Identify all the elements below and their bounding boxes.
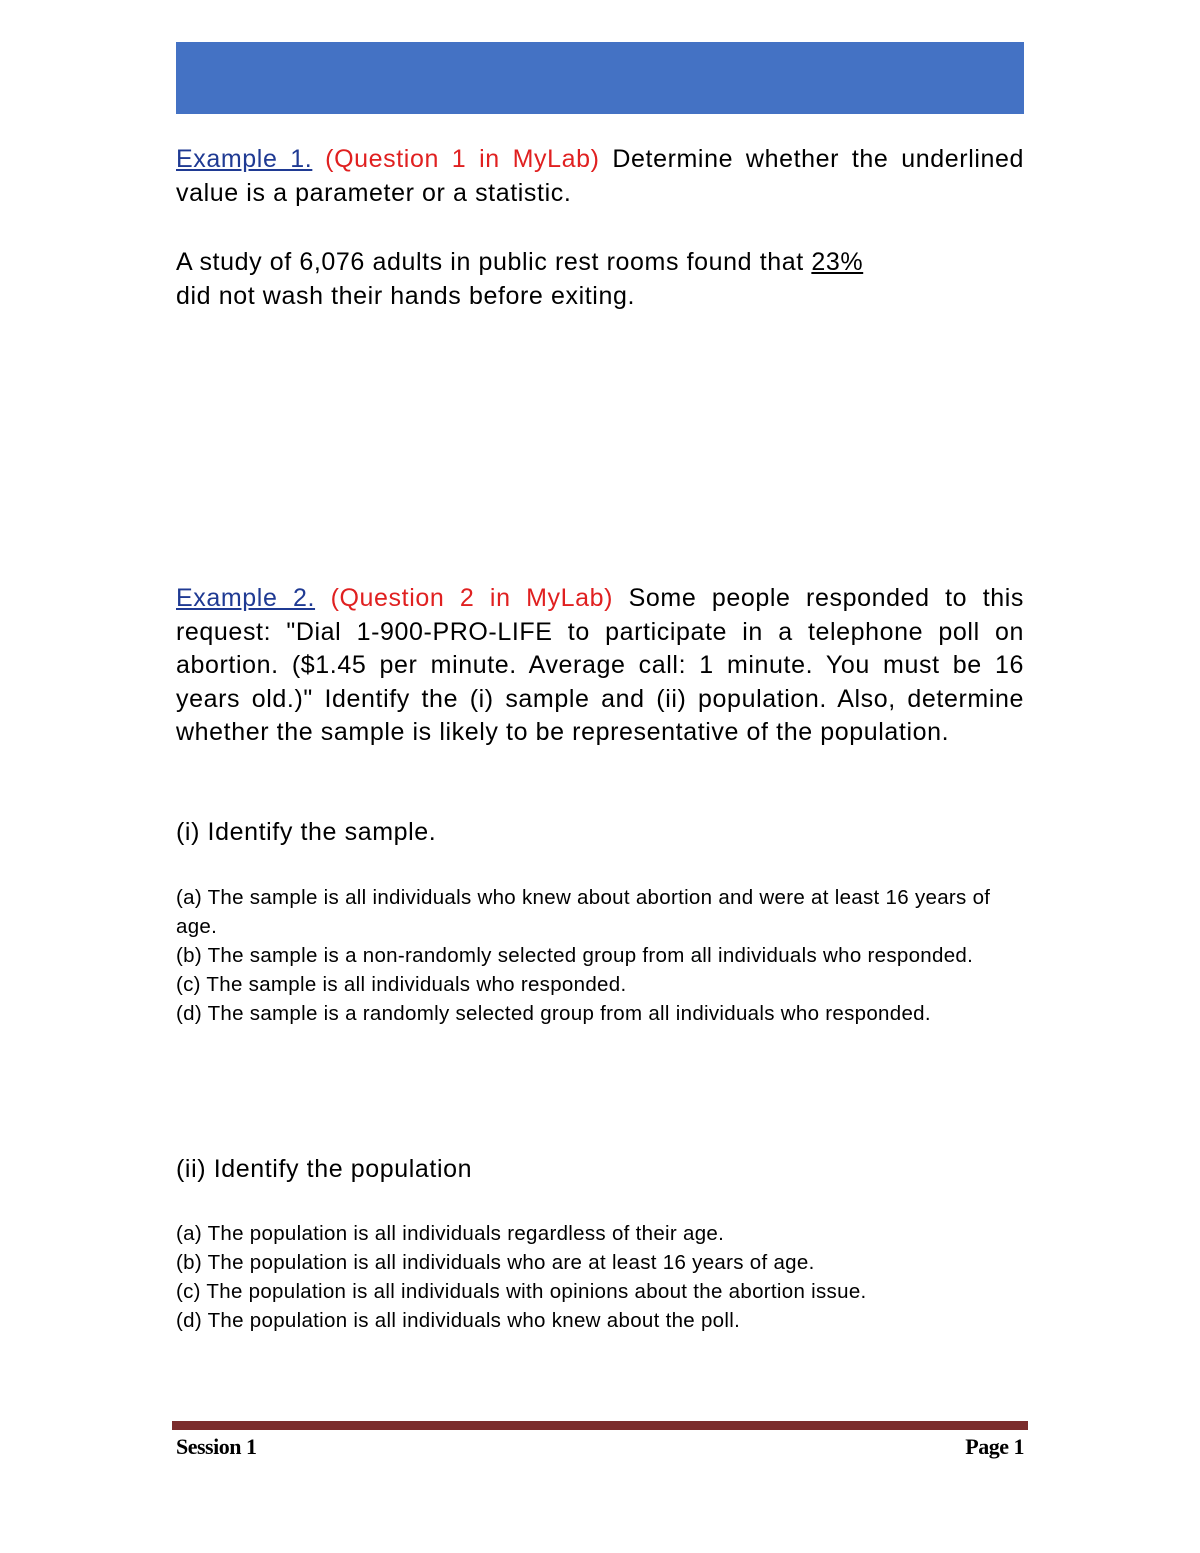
footer-session: Session 1 — [176, 1434, 257, 1459]
example-1-label: Example 1. — [176, 145, 313, 173]
example-2-label: Example 2. — [176, 584, 316, 612]
footer-page-number: Page 1 — [965, 1434, 1024, 1459]
example-2-question-ref: (Question 2 in MyLab) — [330, 584, 614, 612]
footer-rule — [172, 1421, 1028, 1430]
part-1-heading: (i) Identify the sample. — [176, 818, 437, 846]
study-text-post: did not wash their hands before exiting. — [176, 281, 635, 310]
underlined-value: 23% — [811, 248, 864, 276]
example-1-prompt — [176, 143, 1024, 210]
option-c: (c) The sample is all individuals who responded. — [176, 973, 627, 996]
option-b: (b) The population is all individuals who are at least 16 years of age. — [176, 1251, 815, 1274]
option-a: (a) The population is all individuals regardless of their age. — [176, 1222, 725, 1245]
option-d: (d) The sample is a randomly selected group from all individuals who responded. — [176, 1002, 931, 1025]
option-d: (d) The population is all individuals who knew about the poll. — [176, 1309, 741, 1332]
part-2-heading: (ii) Identify the population — [176, 1155, 473, 1183]
option-a: (a) The sample is all individuals who knew about abortion and were at least 16 years of age. — [176, 886, 991, 938]
option-c: (c) The population is all individuals with opinions about the abortion issue. — [176, 1280, 867, 1303]
study-text-pre: A study of 6,076 adults in public rest rooms found that — [176, 248, 804, 276]
example-2-prompt — [176, 582, 1024, 750]
example-2-prompt-text: Some people responded to this request: "Dial 1-900-PRO-LIFE to participate in a telephone poll on abortion. ($1.45 per minute. Average call: 1 minute. You must be 16 years old.)" Identify the (i) sample and (ii) population. Also, determine whether the sample is likely to be representative of the population. — [176, 584, 1024, 746]
part-2-options — [176, 1219, 1036, 1335]
header-bar — [176, 42, 1024, 114]
example-1-prompt-text: Determine whether the underlined value is a parameter or a statistic. — [176, 145, 1025, 207]
example-1-study — [176, 246, 1024, 313]
option-b: (b) The sample is a non-randomly selected group from all individuals who responded. — [176, 944, 974, 967]
example-1-question-ref: (Question 1 in MyLab) — [325, 145, 600, 173]
part-1-options — [176, 883, 1006, 1028]
